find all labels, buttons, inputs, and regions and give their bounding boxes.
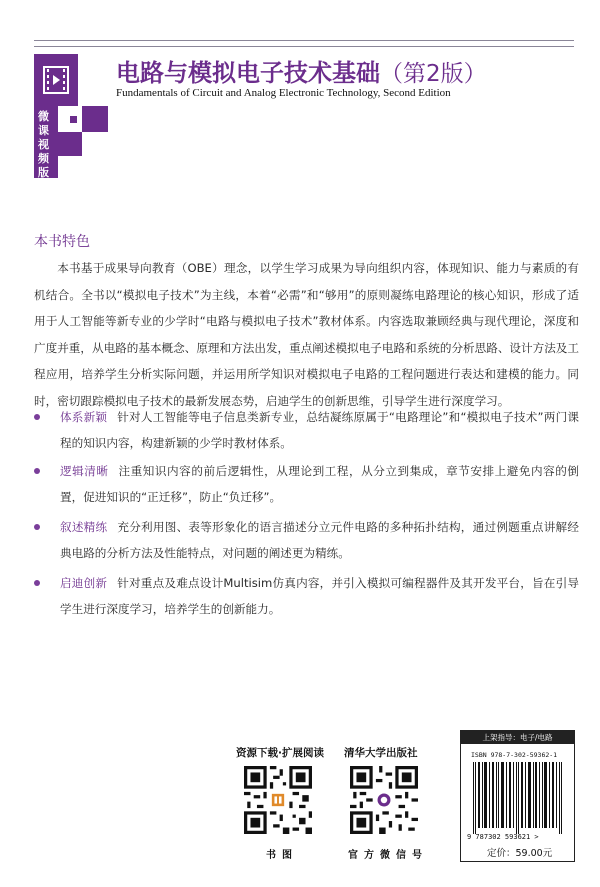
feature-item (34, 514, 579, 566)
video-play-icon (43, 66, 69, 94)
feature-keyword: 叙述精练 (60, 520, 108, 534)
deco-square (70, 116, 77, 123)
feature-text: 针对重点及难点设计Multisim仿真内容，并引入模拟可编程器件及其开发平台，旨在引导学生进行深度学习，培养学生的创新能力。 (60, 576, 579, 616)
top-rule (34, 40, 574, 41)
qr-caption-publisher: 官方微信号 (348, 850, 428, 861)
feature-keyword: 体系新颖 (60, 410, 108, 424)
bullet-icon (34, 414, 40, 420)
bullet-icon (34, 524, 40, 530)
deco-square (82, 106, 108, 132)
barcode (471, 762, 566, 834)
bullet-icon (34, 468, 40, 474)
feature-item (34, 570, 579, 622)
book-title (116, 53, 487, 88)
qr-label-resources: 资源下载·扩展阅读 (236, 747, 324, 759)
qr-label-publisher: 清华大学出版社 (344, 747, 418, 759)
feature-keyword: 逻辑清晰 (60, 464, 109, 478)
feature-text: 针对人工智能等电子信息类新专业，总结凝练原属于“电路理论”和“模拟电子技术”两门课程的知识内容，构建新颖的少学时教材体系。 (60, 410, 579, 450)
feature-keyword: 启迪创新 (60, 576, 108, 590)
qr-code-resources[interactable] (244, 766, 312, 834)
feature-item (34, 458, 579, 510)
badge-text: 微课视频版 (38, 110, 49, 179)
deco-square (58, 132, 82, 156)
bullet-icon (34, 580, 40, 586)
qr-caption-resources: 书图 (266, 850, 298, 861)
english-subtitle: Fundamentals of Circuit and Analog Electronic Technology, Second Edition (116, 87, 451, 99)
feature-item (34, 404, 579, 456)
shelf-category: 上架指导：电子/电路 (461, 731, 574, 744)
section-heading: 本书特色 (34, 234, 90, 250)
isbn-text: ISBN 978-7-302-59362-1 (471, 751, 558, 759)
qr-code-publisher[interactable] (350, 766, 418, 834)
price-label: 定价：59.00元 (487, 848, 553, 859)
title-edition: （第2版） (380, 61, 487, 87)
title-main: 电路与模拟电子技术基础 (116, 59, 380, 87)
feature-text: 注重知识内容的前后逻辑性，从理论到工程，从分立到集成，章节安排上避免内容的倒置，促进知识的“正迁移”，防止“负迁移”。 (60, 464, 579, 504)
feature-text: 充分利用图、表等形象化的语言描述分立元件电路的多种拓扑结构，通过例题重点讲解经典电路的分析方法及性能特点，对问题的阐述更为精练。 (60, 520, 579, 560)
ean-number: 9 787302 593621 > (467, 833, 539, 841)
intro-paragraph: 本书基于成果导向教育（OBE）理念，以学生学习成果为导向组织内容，体现知识、能力与素质的有机结合。全书以“模拟电子技术”为主线，本着“必需”和“够用”的原则凝练电路理论的核心知识，形成了适用于人工智能等新专业的少学时“电路与模拟电子技术”教材体系。内容选取兼顾经典与现代理论，深度和广度并重，从电路的基本概念、原理和方法出发，重点阐述模拟电子电路和系统的分析思路、设计方法及工程应用，培养学生分析实际问题，并运用所学知识对模拟电子电路的工程问题进行表达和建模的能力。同时，密切跟踪模拟电子技术的最新发展态势，启迪学生的创新思维，引导学生进行深度学习。 (34, 261, 579, 408)
barcode-box (460, 730, 575, 862)
video-logo-tile (34, 54, 78, 106)
top-rule-2 (34, 46, 574, 47)
